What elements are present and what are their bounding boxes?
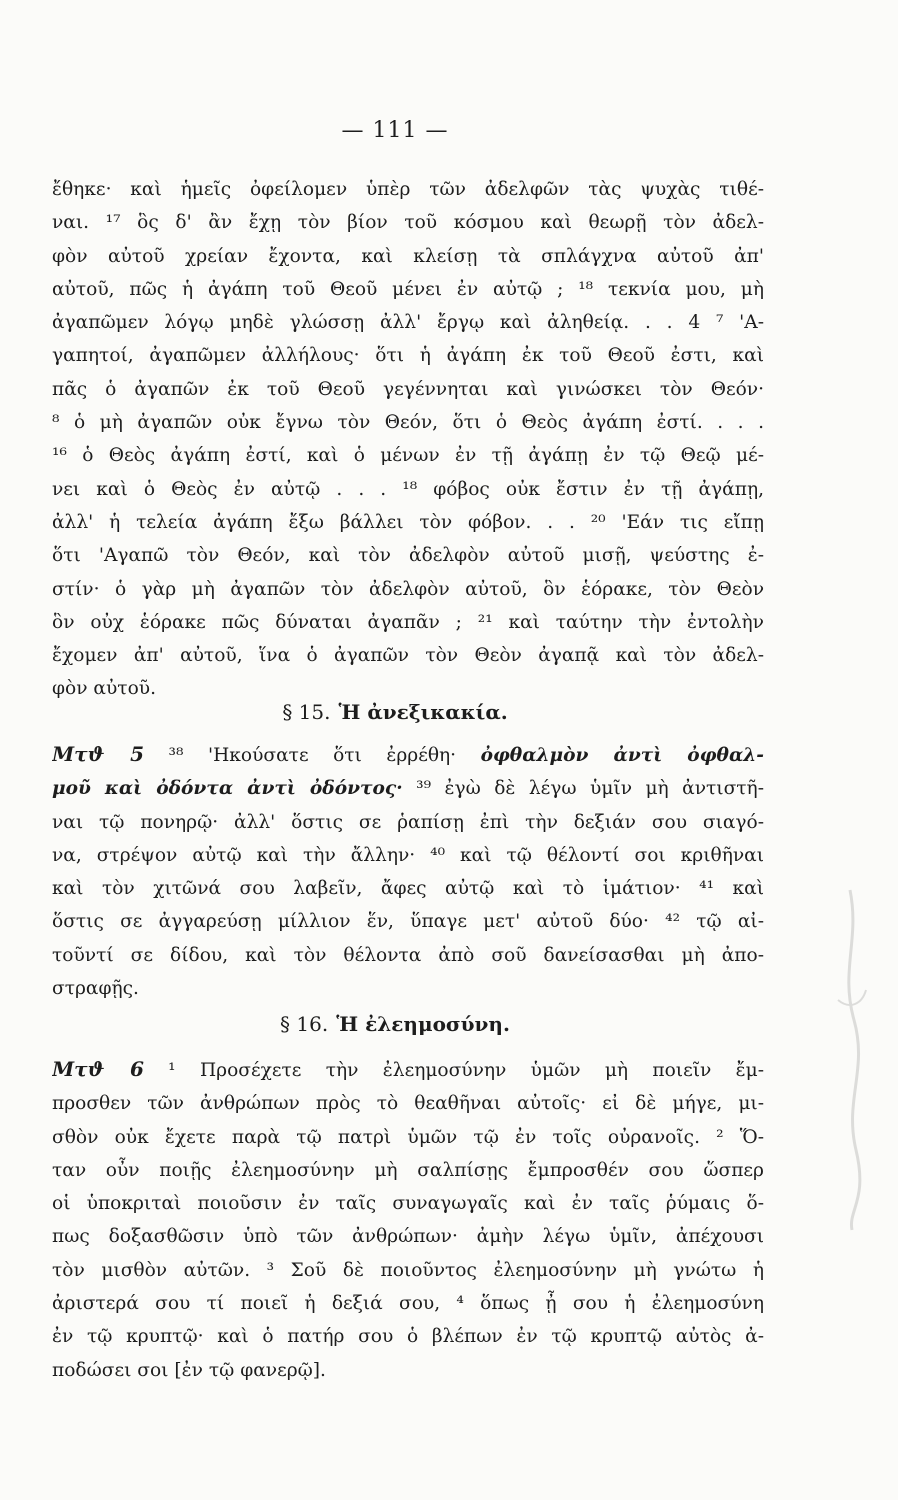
text-span: ³⁹ ἐγὼ δὲ λέγω ὑμῖν μὴ ἀντιστῆ-	[402, 778, 764, 800]
text-line: ⁸ ὁ μὴ ἀγαπῶν οὐκ ἔγνω τὸν Θεόν, ὅτι ὁ Θεὸς ἀγάπη ἐστί. . . .	[52, 412, 764, 434]
text-line: φὸν αὐτοῦ χρείαν ἔχοντα, καὶ κλείσῃ τὰ σπλάγχνα αὐτοῦ ἀπ'	[52, 245, 764, 267]
text-line: αὐτοῦ, πῶς ἡ ἀγάπη τοῦ Θεοῦ μένει ἐν αὐτῷ ; ¹⁸ τεκνία μου, μὴ	[52, 278, 764, 300]
section-15-heading	[0, 700, 790, 724]
text-line: πᾶς ὁ ἀγαπῶν ἐκ τοῦ Θεοῦ γεγέννηται καὶ γινώσκει τὸν Θεόν·	[52, 378, 764, 400]
page-number: — 111 —	[341, 118, 449, 143]
quoted-text: ὀφθαλμὸν ἀντὶ ὀφθαλ-	[480, 745, 764, 766]
text-line: στραφῇς.	[52, 978, 139, 1000]
text-line: ὅστις σε ἀγγαρεύσῃ μίλλιον ἕν, ὕπαγε μετ' αὐτοῦ δύο· ⁴² τῷ αἰ-	[52, 911, 764, 933]
text-line	[52, 1053, 764, 1087]
text-line: ὅτι 'Αγαπῶ τὸν Θεόν, καὶ τὸν ἀδελφὸν αὐτοῦ μισῇ, ψεύστης ἐ-	[52, 545, 764, 567]
passage-matthew-5	[52, 738, 764, 1005]
section-number: § 16.	[280, 1012, 329, 1036]
text-line: τοῦντί σε δίδου, καὶ τὸν θέλοντα ἀπὸ σοῦ δανείσασθαι μὴ ἀπο-	[52, 944, 764, 966]
passage-matthew-6	[52, 1053, 764, 1387]
text-line: ταν οὖν ποιῇς ἐλεημοσύνην μὴ σαλπίσῃς ἔμπροσθέν σου ὥσπερ	[52, 1159, 764, 1181]
section-number: § 15.	[282, 700, 331, 724]
text-line: ¹⁶ ὁ Θεὸς ἀγάπη ἐστί, καὶ ὁ μένων ἐν τῇ ἀγάπῃ ἐν τῷ Θεῷ μέ-	[52, 445, 764, 467]
text-line	[52, 772, 764, 805]
quoted-text: μοῦ καὶ ὀδόντα ἀντὶ ὀδόντος·	[52, 778, 403, 800]
text-line: οἱ ὑποκριταὶ ποιοῦσιν ἐν ταῖς συναγωγαῖς καὶ ἐν ταῖς ῥύμαις ὅ-	[52, 1193, 764, 1215]
text-line: γαπητοί, ἀγαπῶμεν ἀλλήλους· ὅτι ἡ ἀγάπη ἐκ τοῦ Θεοῦ ἐστι, καὶ	[52, 345, 764, 367]
text-line: ἀριστερά σου τί ποιεῖ ἡ δεξιά σου, ⁴ ὅπως ᾖ σου ἡ ἐλεημοσύνη	[52, 1293, 764, 1315]
text-line: καὶ τὸν χιτῶνά σου λαβεῖν, ἄφες αὐτῷ καὶ τὸ ἱμάτιον· ⁴¹ καὶ	[52, 878, 764, 900]
section-title: Ἡ ἐλεημοσύνη.	[336, 1012, 510, 1036]
text-span: ¹ Προσέχετε τὴν ἐλεημοσύνην ὑμῶν μὴ ποιεῖν ἔμ-	[143, 1060, 764, 1081]
text-line: να, στρέψον αὐτῷ καὶ τὴν ἄλλην· ⁴⁰ καὶ τῷ θέλοντί σοι κριθῆναι	[52, 844, 764, 866]
passage-1-john	[52, 173, 764, 706]
text-line: νει καὶ ὁ Θεὸς ἐν αὐτῷ . . . ¹⁸ φόβος οὐκ ἔστιν ἐν τῇ ἀγάπῃ,	[52, 478, 764, 500]
text-span: ³⁸ 'Ηκούσατε ὅτι ἐρρέθη·	[144, 745, 481, 766]
faint-handwriting-mark	[820, 880, 880, 1240]
text-line: ἀγαπῶμεν λόγῳ μηδὲ γλώσσῃ ἀλλ' ἔργῳ καὶ ἀληθείᾳ. . . 4 ⁷ 'Α-	[52, 312, 764, 334]
text-line: στίν· ὁ γὰρ μὴ ἀγαπῶν τὸν ἀδελφὸν αὐτοῦ, ὃν ἑόρακε, τὸν Θεὸν	[52, 578, 764, 600]
text-line: ἐν τῷ κρυπτῷ· καὶ ὁ πατήρ σου ὁ βλέπων ἐν τῷ κρυπτῷ αὐτὸς ἀ-	[52, 1326, 764, 1348]
text-line: ἔθηκε· καὶ ἡμεῖς ὀφείλομεν ὑπὲρ τῶν ἀδελφῶν τὰς ψυχὰς τιθέ-	[52, 179, 764, 200]
text-line: ναι. ¹⁷ ὃς δ' ἂν ἔχῃ τὸν βίον τοῦ κόσμου καὶ θεωρῇ τὸν ἀδελ-	[52, 212, 764, 234]
text-line: πως δοξασθῶσιν ὑπὸ τῶν ἀνθρώπων· ἀμὴν λέγω ὑμῖν, ἀπέχουσι	[52, 1226, 764, 1248]
text-line: φὸν αὐτοῦ.	[52, 678, 156, 700]
section-title: Ἡ ἀνεξικακία.	[338, 700, 508, 724]
text-line: σθὸν οὐκ ἔχετε παρὰ τῷ πατρὶ ὑμῶν τῷ ἐν τοῖς οὐρανοῖς. ² Ὅ-	[52, 1126, 764, 1148]
section-16-heading	[0, 1012, 790, 1036]
text-line: ἀλλ' ἡ τελεία ἀγάπη ἔξω βάλλει τὸν φόβον. . . ²⁰ 'Εάν τις εἴπῃ	[52, 511, 764, 533]
verse-reference: Μτϑ 6	[52, 1057, 144, 1081]
text-line: ὃν οὐχ ἑόρακε πῶς δύναται ἀγαπᾶν ; ²¹ καὶ ταύτην τὴν ἐντολὴν	[52, 611, 764, 633]
text-line: ναι τῷ πονηρῷ· ἀλλ' ὅστις σε ῥαπίσῃ ἐπὶ τὴν δεξιάν σου σιαγό-	[52, 811, 764, 833]
text-line	[52, 738, 764, 772]
text-line: ποδώσει σοι [ἐν τῷ φανερῷ].	[52, 1359, 326, 1381]
verse-reference: Μτϑ 5	[52, 742, 145, 766]
text-line: προσθεν τῶν ἀνθρώπων πρὸς τὸ θεαθῆναι αὐτοῖς· εἰ δὲ μήγε, μι-	[52, 1093, 764, 1115]
text-line: τὸν μισθὸν αὐτῶν. ³ Σοῦ δὲ ποιοῦντος ἐλεημοσύνην μὴ γνώτω ἡ	[52, 1259, 764, 1281]
text-line: ἔχομεν ἀπ' αὐτοῦ, ἵνα ὁ ἀγαπῶν τὸν Θεὸν ἀγαπᾷ καὶ τὸν ἀδελ-	[52, 645, 764, 667]
